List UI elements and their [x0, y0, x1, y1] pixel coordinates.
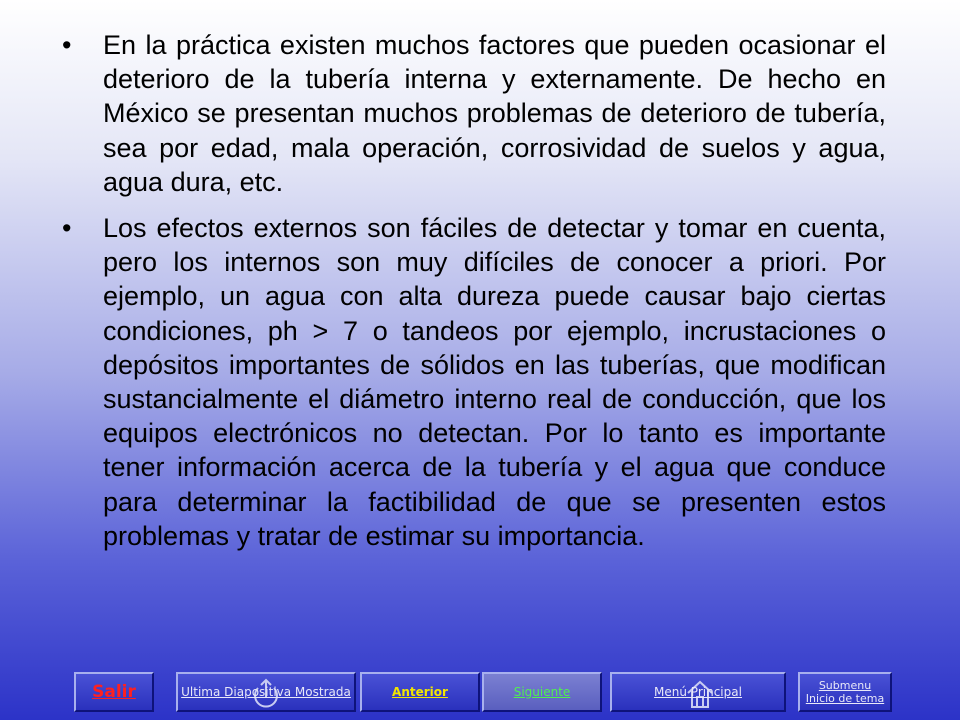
- exit-button[interactable]: [74, 672, 154, 712]
- bullet-marker: •: [62, 213, 72, 244]
- bullet-paragraph-2: [62, 211, 886, 553]
- next-button[interactable]: [482, 672, 602, 712]
- bullet-text: Los efectos externos son fáciles de detectar y tomar en cuenta, pero los internos son muy difíciles de conocer a priori. Por ejemplo, un agua con alta dureza puede causar bajo ciertas condiciones, ph > 7 o tandeos por ejemplo, incrustaciones o depósitos importantes de sólidos en las tuberías, que modifican sustancialmente el diámetro interno real de conducción, que los equipos electrónicos no detectan. Por lo tanto es importante tener información acerca de la tubería y el agua que conduce para determinar la factibilidad de que se presenten estos problemas y tratar de estimar su importancia.: [103, 213, 886, 551]
- submenu-button[interactable]: [798, 672, 892, 712]
- slide-body: [62, 28, 886, 565]
- submenu-label-line1: Submenu: [818, 679, 872, 692]
- previous-button[interactable]: [360, 672, 480, 712]
- bullet-text: En la práctica existen muchos factores que pueden ocasionar el deterioro de la tubería interna y externamente. De hecho en México se presentan muchos problemas de deterioro de tubería, sea por edad, mala operación, corrosividad de suelos y agua, agua dura, etc.: [103, 30, 886, 197]
- navigation-bar: [0, 672, 960, 716]
- last-viewed-slide-button[interactable]: [176, 672, 356, 712]
- bullet-marker: •: [62, 30, 72, 60]
- previous-button-label: Anterior: [392, 685, 448, 699]
- submenu-label-line2: Inicio de tema: [805, 692, 885, 705]
- next-button-label: Siguiente: [513, 685, 571, 699]
- bullet-paragraph-1: [62, 28, 886, 199]
- last-viewed-slide-label: Ultima Diapositiva Mostrada: [181, 685, 351, 699]
- exit-button-label: Salir: [92, 682, 136, 702]
- main-menu-label: Menú Principal: [654, 685, 742, 699]
- main-menu-button[interactable]: [610, 672, 786, 712]
